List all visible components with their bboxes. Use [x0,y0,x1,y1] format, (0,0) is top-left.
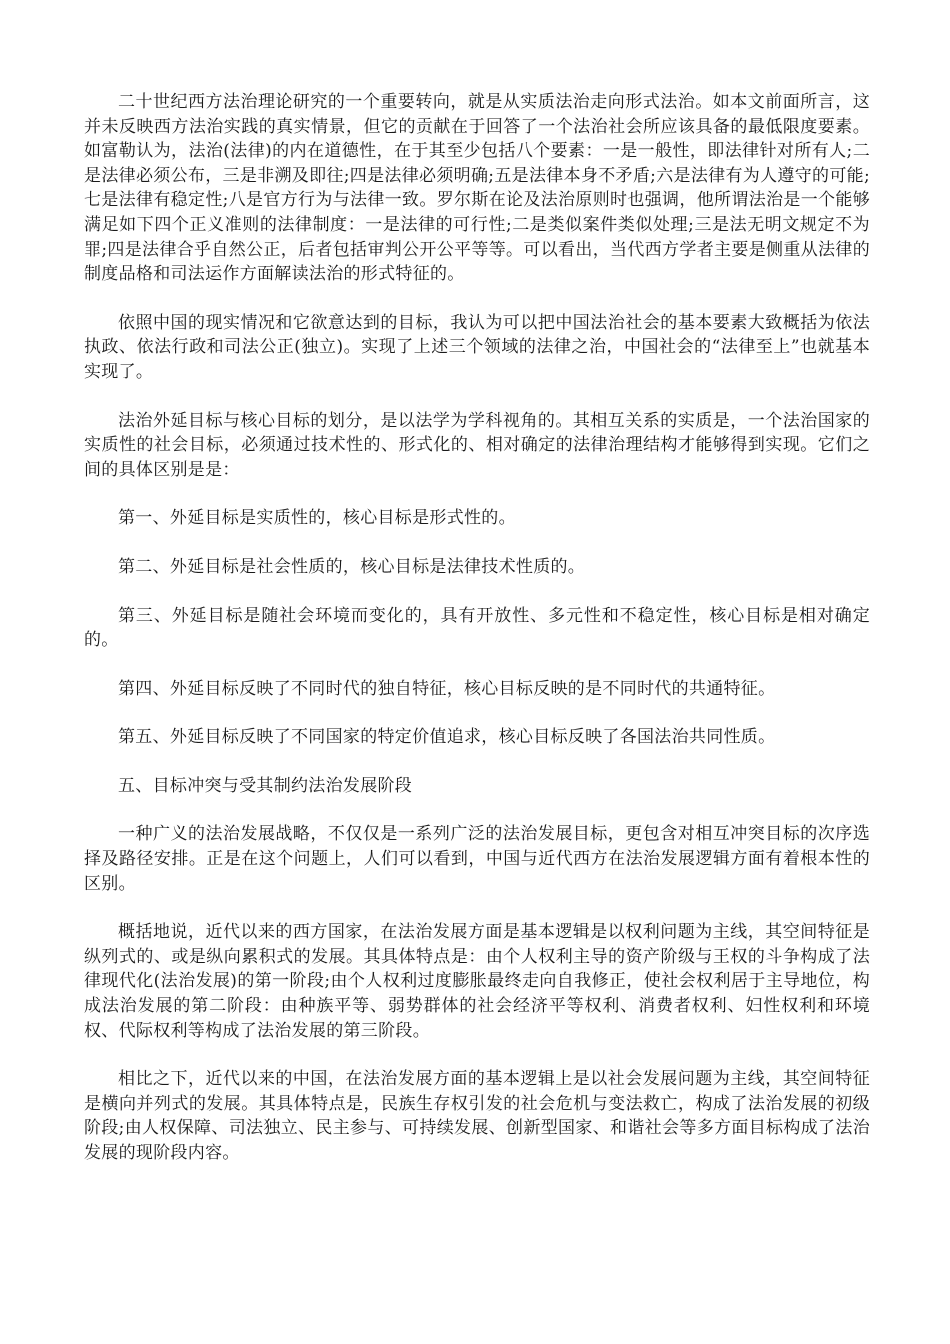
paragraph-goal-division: 法治外延目标与核心目标的划分，是以法学为学科视角的。其相互关系的实质是，一个法治国家的实质性的社会目标，必须通过技术性的、形式化的、相对确定的法律治理结构才能够得到实现。它们之间的具体区别是是： [84,410,870,480]
paragraph-difference-4: 第四、外延目标反映了不同时代的独自特征，核心目标反映的是不同时代的共通特征。 [118,678,776,699]
document-body [84,90,870,1190]
paragraph-difference-2: 第二、外延目标是社会性质的，核心目标是法律技术性质的。 [118,556,586,577]
paragraph-china-basic-elements: 依照中国的现实情况和它欲意达到的目标，我认为可以把中国法治社会的基本要素大致概括为依法执政、依法行政和司法公正(独立)。实现了上述三个领域的法律之治，中国社会的“法律至上”也就基本实现了。 [84,312,870,382]
paragraph-development-strategy: 一种广义的法治发展战略，不仅仅是一系列广泛的法治发展目标，更包含对相互冲突目标的次序选择及路径安排。正是在这个问题上，人们可以看到，中国与近代西方在法治发展逻辑方面有着根本性的区别。 [84,824,870,894]
paragraph-difference-1: 第一、外延目标是实质性的，核心目标是形式性的。 [118,508,516,529]
section-heading: 五、目标冲突与受其制约法治发展阶段 [118,775,413,796]
paragraph-difference-3: 第三、外延目标是随社会环境而变化的，具有开放性、多元性和不稳定性，核心目标是相对确定的。 [84,605,870,651]
paragraph-chinese-logic: 相比之下，近代以来的中国，在法治发展方面的基本逻辑上是以社会发展问题为主线，其空间特征是横向并列式的发展。其具体特点是，民族生存权引发的社会危机与变法救亡，构成了法治发展的初级阶段;由人权保障、司法独立、民主参与、可持续发展、创新型国家、和谐社会等多方面目标构成了法治发展的现阶段内容。 [84,1069,870,1163]
paragraph-difference-5: 第五、外延目标反映了不同国家的特定价值追求，核心目标反映了各国法治共同性质。 [118,727,776,748]
paragraph-western-logic: 概括地说，近代以来的西方国家，在法治发展方面是基本逻辑是以权利问题为主线，其空间特征是纵列式的、或是纵向累积式的发展。其具体特点是：由个人权利主导的资产阶级与王权的斗争构成了法律现代化(法治发展)的第一阶段;由个人权利过度膨胀最终走向自我修正，使社会权利居于主导地位，构成法治发展的第二阶段：由种族平等、弱势群体的社会经济平等权利、消费者权利、妇性权利和环境权、代际权利等构成了法治发展的第三阶段。 [84,922,870,1041]
paragraph-formal-rule-of-law: 二十世纪西方法治理论研究的一个重要转向，就是从实质法治走向形式法治。如本文前面所言，这并未反映西方法治实践的真实情景，但它的贡献在于回答了一个法治社会所应该具备的最低限度要素。如富勒认为，法治(法律)的内在道德性，在于其至少包括八个要素：一是一般性，即法律针对所有人;二是法律必须公布，三是非溯及即往;四是法律必须明确;五是法律本身不矛盾;六是法律有为人遵守的可能;七是法律有稳定性;八是官方行为与法律一致。罗尔斯在论及法治原则时也强调，他所谓法治是一个能够满足如下四个正义准则的法律制度：一是法律的可行性;二是类似案件类似处理;三是法无明文规定不为罪;四是法律合乎自然公正，后者包括审判公开公平等等。可以看出，当代西方学者主要是侧重从法律的制度品格和司法运作方面解读法治的形式特征的。 [84,92,870,285]
